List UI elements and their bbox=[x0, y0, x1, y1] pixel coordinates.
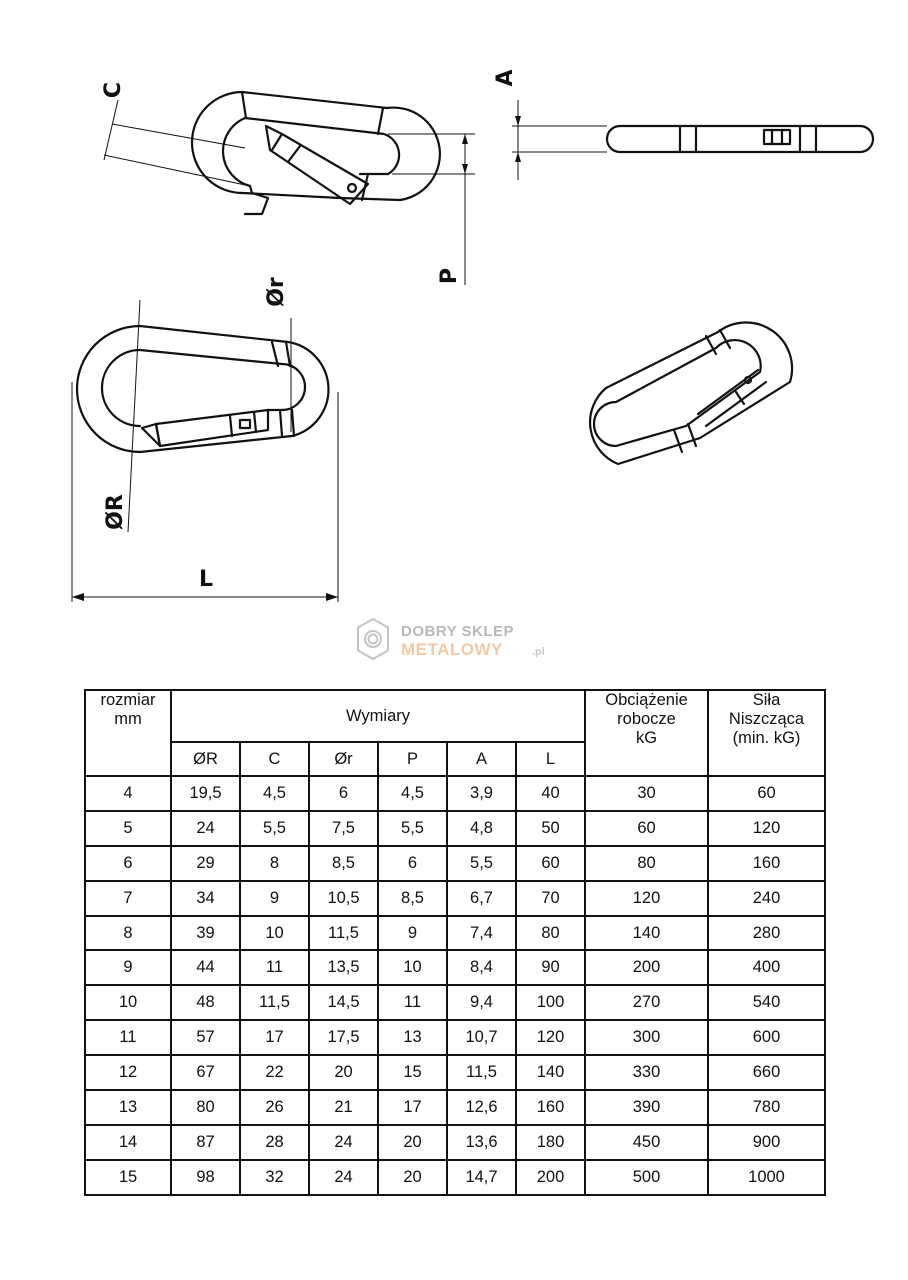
header-breaking-force: Siła Niszcząca (min. kG) bbox=[708, 690, 825, 776]
table-cell: 44 bbox=[171, 950, 240, 985]
label-R: ØR bbox=[103, 494, 128, 530]
table-cell: 60 bbox=[708, 776, 825, 811]
snap-hook-angled-view bbox=[192, 92, 440, 214]
table-row bbox=[85, 916, 825, 951]
header-A: A bbox=[447, 742, 516, 776]
table-cell: 160 bbox=[708, 846, 825, 881]
table-cell: 15 bbox=[378, 1055, 447, 1090]
table-row bbox=[85, 811, 825, 846]
table-cell: 98 bbox=[171, 1160, 240, 1195]
table-row bbox=[85, 1090, 825, 1125]
table-cell: 13 bbox=[378, 1020, 447, 1055]
table-cell: 5,5 bbox=[447, 846, 516, 881]
table-cell: 5,5 bbox=[240, 811, 309, 846]
table-cell: 7,4 bbox=[447, 916, 516, 951]
table-cell: 5 bbox=[85, 811, 171, 846]
table-row bbox=[85, 985, 825, 1020]
table-cell: 22 bbox=[240, 1055, 309, 1090]
header-P: P bbox=[378, 742, 447, 776]
header-r: Ør bbox=[309, 742, 378, 776]
table-cell: 390 bbox=[585, 1090, 708, 1125]
table-cell: 9 bbox=[378, 916, 447, 951]
header-C: C bbox=[240, 742, 309, 776]
table-cell: 48 bbox=[171, 985, 240, 1020]
header-L: L bbox=[516, 742, 585, 776]
table-cell: 8,5 bbox=[309, 846, 378, 881]
table-cell: 32 bbox=[240, 1160, 309, 1195]
table-cell: 4,5 bbox=[378, 776, 447, 811]
table-cell: 13,5 bbox=[309, 950, 378, 985]
header-R: ØR bbox=[171, 742, 240, 776]
table-cell: 7 bbox=[85, 881, 171, 916]
table-cell: 9,4 bbox=[447, 985, 516, 1020]
table-cell: 600 bbox=[708, 1020, 825, 1055]
table-cell: 8 bbox=[240, 846, 309, 881]
table-cell: 11,5 bbox=[240, 985, 309, 1020]
table-cell: 140 bbox=[516, 1055, 585, 1090]
table-cell: 280 bbox=[708, 916, 825, 951]
logo-line1: DOBRY SKLEP bbox=[401, 623, 515, 640]
table-cell: 11,5 bbox=[447, 1055, 516, 1090]
table-cell: 7,5 bbox=[309, 811, 378, 846]
table-cell: 26 bbox=[240, 1090, 309, 1125]
label-p: P bbox=[437, 267, 462, 285]
table-cell: 60 bbox=[516, 846, 585, 881]
table-cell: 4,8 bbox=[447, 811, 516, 846]
table-cell: 4 bbox=[85, 776, 171, 811]
table-cell: 57 bbox=[171, 1020, 240, 1055]
table-cell: 200 bbox=[516, 1160, 585, 1195]
header-size: rozmiar mm bbox=[85, 690, 171, 776]
table-cell: 9 bbox=[85, 950, 171, 985]
logo-line2: METALOWY bbox=[401, 640, 503, 659]
table-cell: 6 bbox=[85, 846, 171, 881]
table-cell: 240 bbox=[708, 881, 825, 916]
label-a: A bbox=[493, 69, 518, 87]
table-cell: 180 bbox=[516, 1125, 585, 1160]
table-cell: 90 bbox=[516, 950, 585, 985]
table-cell: 10 bbox=[378, 950, 447, 985]
table-cell: 39 bbox=[171, 916, 240, 951]
table-row bbox=[85, 1125, 825, 1160]
table-cell: 200 bbox=[585, 950, 708, 985]
table-row bbox=[85, 950, 825, 985]
table-cell: 19,5 bbox=[171, 776, 240, 811]
table-row bbox=[85, 1160, 825, 1195]
snap-hook-perspective-view bbox=[590, 322, 792, 464]
table-cell: 17,5 bbox=[309, 1020, 378, 1055]
table-row bbox=[85, 881, 825, 916]
table-cell: 120 bbox=[585, 881, 708, 916]
table-cell: 14,7 bbox=[447, 1160, 516, 1195]
table-cell: 6 bbox=[309, 776, 378, 811]
table-cell: 17 bbox=[378, 1090, 447, 1125]
header-dimensions: Wymiary bbox=[171, 690, 585, 742]
table-cell: 3,9 bbox=[447, 776, 516, 811]
table-cell: 10 bbox=[85, 985, 171, 1020]
table-cell: 50 bbox=[516, 811, 585, 846]
table-cell: 140 bbox=[585, 916, 708, 951]
table-cell: 450 bbox=[585, 1125, 708, 1160]
table-cell: 80 bbox=[516, 916, 585, 951]
table-cell: 40 bbox=[516, 776, 585, 811]
table-cell: 20 bbox=[378, 1125, 447, 1160]
table-cell: 4,5 bbox=[240, 776, 309, 811]
table-cell: 500 bbox=[585, 1160, 708, 1195]
table-cell: 120 bbox=[708, 811, 825, 846]
table-cell: 900 bbox=[708, 1125, 825, 1160]
table-cell: 28 bbox=[240, 1125, 309, 1160]
table-cell: 11 bbox=[85, 1020, 171, 1055]
table-cell: 11 bbox=[378, 985, 447, 1020]
table-cell: 13 bbox=[85, 1090, 171, 1125]
table-cell: 20 bbox=[309, 1055, 378, 1090]
table-cell: 12,6 bbox=[447, 1090, 516, 1125]
table-cell: 660 bbox=[708, 1055, 825, 1090]
table-cell: 10,5 bbox=[309, 881, 378, 916]
header-working-load: Obciążenie robocze kG bbox=[585, 690, 708, 776]
table-cell: 11,5 bbox=[309, 916, 378, 951]
table-cell: 17 bbox=[240, 1020, 309, 1055]
table-cell: 1000 bbox=[708, 1160, 825, 1195]
table-cell: 70 bbox=[516, 881, 585, 916]
spec-table bbox=[84, 689, 826, 1196]
table-row bbox=[85, 846, 825, 881]
table-cell: 300 bbox=[585, 1020, 708, 1055]
table-cell: 400 bbox=[708, 950, 825, 985]
table-cell: 780 bbox=[708, 1090, 825, 1125]
nut-icon bbox=[358, 619, 388, 659]
label-r: Ør bbox=[264, 277, 289, 307]
table-cell: 10 bbox=[240, 916, 309, 951]
table-cell: 8,4 bbox=[447, 950, 516, 985]
dimension-arrows bbox=[72, 116, 521, 601]
label-l: L bbox=[198, 567, 214, 592]
table-row bbox=[85, 776, 825, 811]
table-cell: 67 bbox=[171, 1055, 240, 1090]
shop-logo bbox=[355, 616, 565, 666]
table-row bbox=[85, 1055, 825, 1090]
table-cell: 24 bbox=[309, 1125, 378, 1160]
table-cell: 14,5 bbox=[309, 985, 378, 1020]
table-cell: 15 bbox=[85, 1160, 171, 1195]
table-cell: 80 bbox=[171, 1090, 240, 1125]
table-cell: 11 bbox=[240, 950, 309, 985]
table-cell: 30 bbox=[585, 776, 708, 811]
table-cell: 9 bbox=[240, 881, 309, 916]
table-row bbox=[85, 1020, 825, 1055]
table-cell: 100 bbox=[516, 985, 585, 1020]
logo-suffix: .pl bbox=[532, 646, 545, 658]
table-cell: 10,7 bbox=[447, 1020, 516, 1055]
table-cell: 160 bbox=[516, 1090, 585, 1125]
table-cell: 6,7 bbox=[447, 881, 516, 916]
table-cell: 13,6 bbox=[447, 1125, 516, 1160]
table-cell: 14 bbox=[85, 1125, 171, 1160]
table-cell: 34 bbox=[171, 881, 240, 916]
table-cell: 5,5 bbox=[378, 811, 447, 846]
table-cell: 540 bbox=[708, 985, 825, 1020]
table-cell: 29 bbox=[171, 846, 240, 881]
table-cell: 270 bbox=[585, 985, 708, 1020]
table-cell: 8 bbox=[85, 916, 171, 951]
table-cell: 24 bbox=[309, 1160, 378, 1195]
table-cell: 87 bbox=[171, 1125, 240, 1160]
table-cell: 330 bbox=[585, 1055, 708, 1090]
table-cell: 20 bbox=[378, 1160, 447, 1195]
table-cell: 12 bbox=[85, 1055, 171, 1090]
table-cell: 6 bbox=[378, 846, 447, 881]
snap-hook-side-view bbox=[607, 126, 873, 152]
table-cell: 21 bbox=[309, 1090, 378, 1125]
table-cell: 80 bbox=[585, 846, 708, 881]
label-c: C bbox=[101, 81, 126, 99]
table-cell: 60 bbox=[585, 811, 708, 846]
table-cell: 8,5 bbox=[378, 881, 447, 916]
table-cell: 24 bbox=[171, 811, 240, 846]
table-cell: 120 bbox=[516, 1020, 585, 1055]
